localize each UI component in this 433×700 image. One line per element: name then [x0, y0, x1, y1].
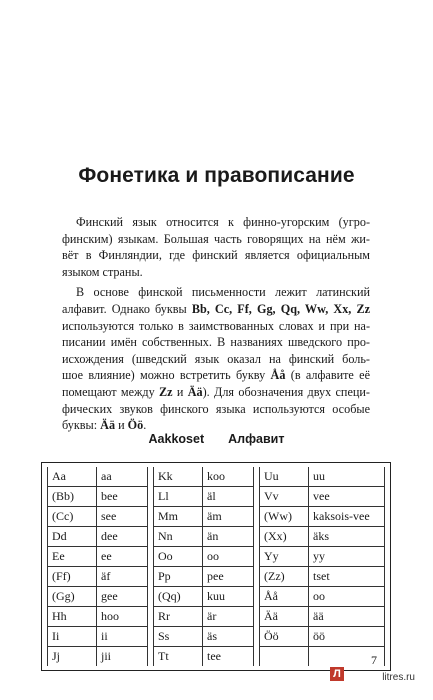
alphabet-letter-name: yy — [309, 547, 385, 567]
text-line: языком страны. — [62, 264, 143, 279]
alphabet-letter: Dd — [48, 527, 97, 547]
alphabet-letter-name: ii — [97, 627, 148, 647]
alphabet-letter: (Bb) — [48, 487, 97, 507]
text-line — [62, 301, 370, 318]
text-line: вёт в Финляндии, где финский является официальным — [62, 248, 370, 263]
paragraph-1 — [62, 214, 370, 280]
alphabet-letter: (Qq) — [154, 587, 203, 607]
alphabet-letter: Tt — [154, 647, 203, 667]
alphabet-row — [42, 587, 390, 607]
text-line — [62, 401, 370, 418]
alphabet-table — [41, 462, 391, 671]
alphabet-letter-name: see — [97, 507, 148, 527]
alphabet-letter: Ii — [48, 627, 97, 647]
alphabet-letter-name: oo — [309, 587, 385, 607]
alphabet-letter: Nn — [154, 527, 203, 547]
text-run: и — [172, 384, 188, 399]
alphabet-letter: (Cc) — [48, 507, 97, 527]
text-run: В основе финской письменности лежит латинский — [76, 285, 370, 300]
alphabet-letter-name: vee — [309, 487, 385, 507]
alphabet-letter-name: tee — [203, 647, 254, 667]
text-run: ). Для обозначения двух специ- — [202, 384, 370, 399]
alphabet-row — [42, 527, 390, 547]
bold-letters: Bb, Cc, Ff, Gg, Qq, Ww, Xx, Zz — [191, 301, 371, 316]
publisher-logo: Л — [330, 667, 344, 681]
bold-letters: Zz — [159, 384, 173, 399]
text-line — [62, 367, 370, 384]
alphabet-letter: Ss — [154, 627, 203, 647]
bold-letters: Ää — [187, 384, 203, 399]
alphabet-letter-name: är — [203, 607, 254, 627]
alphabet-letter: (Gg) — [48, 587, 97, 607]
page-number: 7 — [371, 653, 377, 667]
alphabet-letter-name: oo — [203, 547, 254, 567]
alphabet-letter-name: äf — [97, 567, 148, 587]
text-line — [62, 384, 370, 401]
text-run: (в алфавите её — [285, 368, 370, 383]
alphabet-row — [42, 507, 390, 527]
alphabet-letter: Pp — [154, 567, 203, 587]
alphabet-row — [42, 487, 390, 507]
alphabet-letter: Ää — [260, 607, 309, 627]
text-line: финским) языкам. Большая часть говорящих на нём жи- — [62, 231, 370, 246]
alphabet-letter-name: ee — [97, 547, 148, 567]
alphabet-letter-name: koo — [203, 467, 254, 487]
alphabet-letter: Oo — [154, 547, 203, 567]
text-run: шое влияние) можно встретить букву — [62, 368, 271, 383]
alphabet-letter: (Ff) — [48, 567, 97, 587]
text-line: Финский язык относится к финно-угорским (угро- — [76, 215, 370, 229]
publisher-logo-label: litres.ru — [382, 672, 415, 683]
alphabet-letter-name: bee — [97, 487, 148, 507]
alphabet-letter: Yy — [260, 547, 309, 567]
text-line — [62, 284, 370, 301]
paragraph-2 — [62, 284, 370, 433]
alphabet-letter-name: äm — [203, 507, 254, 527]
text-line — [62, 334, 370, 351]
alphabet-letter: Uu — [260, 467, 309, 487]
alphabet-letter-name: pee — [203, 567, 254, 587]
alphabet-heading-russian: Алфавит — [228, 432, 285, 446]
alphabet-letter: Ll — [154, 487, 203, 507]
alphabet-letter — [260, 647, 309, 667]
alphabet-letter-name: än — [203, 527, 254, 547]
alphabet-heading — [0, 432, 433, 446]
alphabet-letter: Rr — [154, 607, 203, 627]
text-run: и — [115, 418, 128, 433]
alphabet-letter: Kk — [154, 467, 203, 487]
alphabet-row — [42, 627, 390, 647]
alphabet-letter-name: kaksois-vee — [309, 507, 385, 527]
alphabet-letter-name: äl — [203, 487, 254, 507]
alphabet-letter-name: äs — [203, 627, 254, 647]
bold-letters: Öö — [127, 418, 144, 433]
body-text — [62, 214, 370, 434]
alphabet-row — [42, 567, 390, 587]
text-run: писании имён собственных. В названиях шведского про- — [62, 335, 370, 350]
alphabet-letter-name: hoo — [97, 607, 148, 627]
alphabet-row — [42, 467, 390, 487]
alphabet-letter-name: gee — [97, 587, 148, 607]
alphabet-letter: (Zz) — [260, 567, 309, 587]
text-run: . — [143, 418, 147, 433]
alphabet-letter: Hh — [48, 607, 97, 627]
text-run: буквы: — [62, 418, 101, 433]
text-run: фических звуков финского языка используются особые — [62, 401, 370, 416]
alphabet-letter: Aa — [48, 467, 97, 487]
alphabet-letter: Mm — [154, 507, 203, 527]
alphabet-letter-name: dee — [97, 527, 148, 547]
text-line — [62, 351, 370, 368]
alphabet-letter-name: kuu — [203, 587, 254, 607]
alphabet-letter: Vv — [260, 487, 309, 507]
alphabet-letter: Öö — [260, 627, 309, 647]
alphabet-letter: Ee — [48, 547, 97, 567]
alphabet-letter-name: äks — [309, 527, 385, 547]
alphabet-letter: (Ww) — [260, 507, 309, 527]
alphabet-letter-name: aa — [97, 467, 148, 487]
alphabet-row — [42, 647, 390, 667]
alphabet-letter-name: jii — [97, 647, 148, 667]
alphabet-row — [42, 547, 390, 567]
text-run: используются только в заимствованных словах и при на- — [62, 318, 370, 333]
alphabet-letter: Jj — [48, 647, 97, 667]
alphabet-letter-name: öö — [309, 627, 385, 647]
alphabet-heading-finnish: Aakkoset — [148, 432, 205, 446]
text-run: алфавит. Однако буквы — [62, 301, 192, 316]
page-title: Фонетика и правописание — [78, 164, 355, 187]
text-run: помещают между — [62, 384, 160, 399]
alphabet-letter-name: ää — [309, 607, 385, 627]
bold-letters: Åå — [270, 368, 286, 383]
bold-letters: Ää — [100, 418, 116, 433]
alphabet-letter-name: uu — [309, 467, 385, 487]
text-line — [62, 318, 370, 335]
alphabet-letter: (Xx) — [260, 527, 309, 547]
alphabet-letter-name: tset — [309, 567, 385, 587]
text-run: исхождения (шведский язык оказал на финский боль- — [62, 351, 370, 366]
alphabet-row — [42, 607, 390, 627]
alphabet-letter: Åå — [260, 587, 309, 607]
